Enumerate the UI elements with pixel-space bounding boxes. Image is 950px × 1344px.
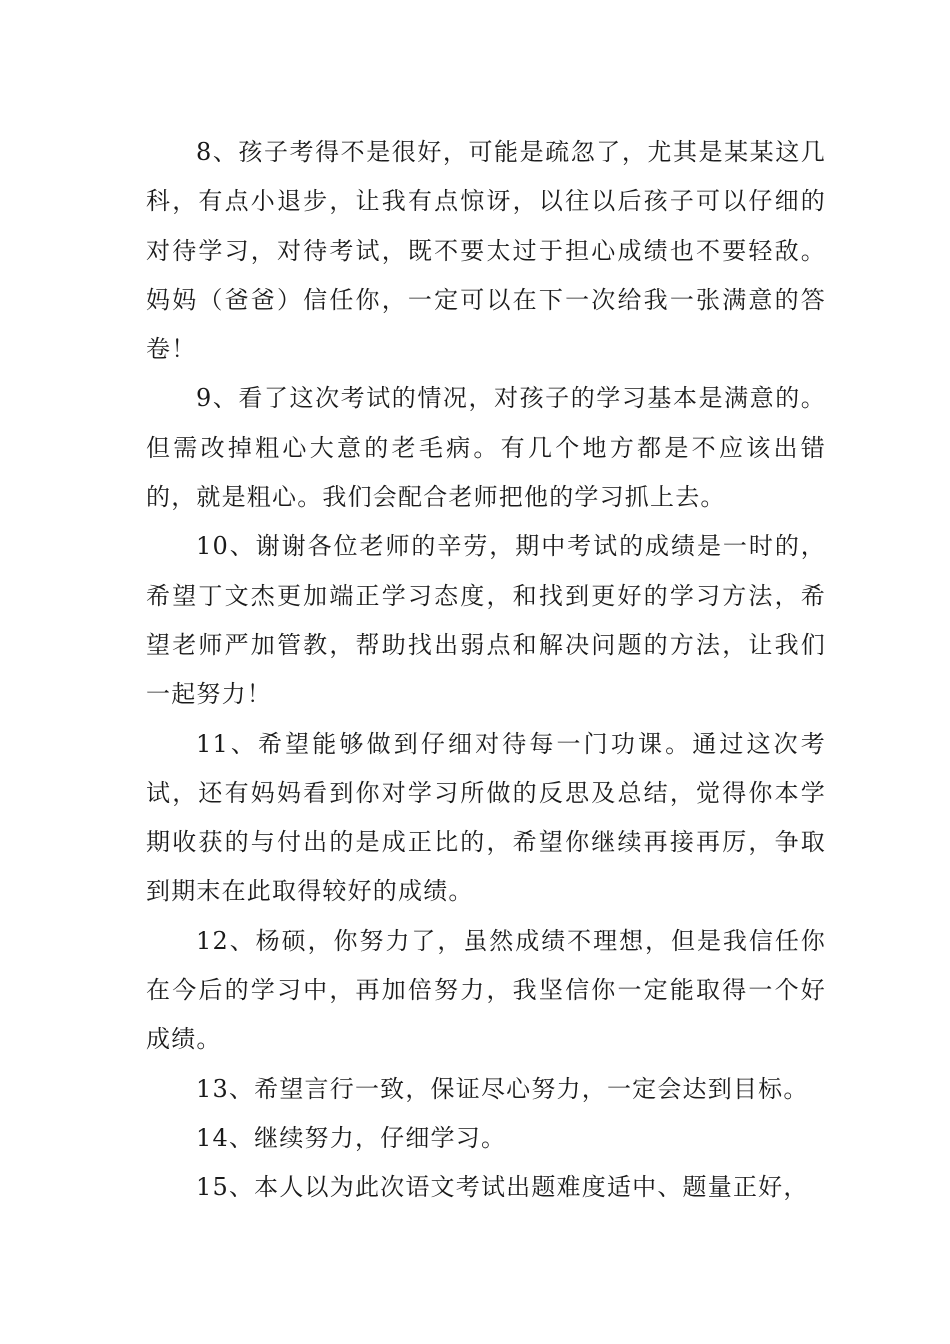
comment-paragraph-8: 8、孩子考得不是很好，可能是疏忽了，尤其是某某这几科，有点小退步，让我有点惊讶，以往以后孩子可以仔细的对待学习，对待考试，既不要太过于担心成绩也不要轻敌。妈妈（爸爸）信任你，一定可以在下一次给我一张满意的答卷！ bbox=[146, 138, 826, 364]
comment-paragraph-11: 11、希望能够做到仔细对待每一门功课。通过这次考试，还有妈妈看到你对学习所做的反思及总结，觉得你本学期收获的与付出的是成正比的，希望你继续再接再厉，争取到期末在此取得较好的成绩。 bbox=[146, 729, 826, 906]
comment-paragraph-12: 12、杨硕，你努力了，虽然成绩不理想，但是我信任你在今后的学习中，再加倍努力，我坚信你一定能取得一个好成绩。 bbox=[146, 926, 826, 1054]
comment-paragraph-10: 10、谢谢各位老师的辛劳，期中考试的成绩是一时的，希望丁文杰更加端正学习态度，和找到更好的学习方法，希望老师严加管教，帮助找出弱点和解决问题的方法，让我们一起努力！ bbox=[146, 532, 826, 709]
comment-paragraph-14: 14、继续努力，仔细学习。 bbox=[196, 1123, 507, 1152]
document-body bbox=[146, 128, 826, 1213]
comment-paragraph-15: 15、本人以为此次语文考试出题难度适中、题量正好， bbox=[196, 1173, 809, 1202]
comment-paragraph-13: 13、希望言行一致，保证尽心努力，一定会达到目标。 bbox=[196, 1074, 809, 1103]
comment-paragraph-9: 9、看了这次考试的情况，对孩子的学习基本是满意的。但需改掉粗心大意的老毛病。有几个地方都是不应该出错的，就是粗心。我们会配合老师把他的学习抓上去。 bbox=[146, 384, 826, 512]
